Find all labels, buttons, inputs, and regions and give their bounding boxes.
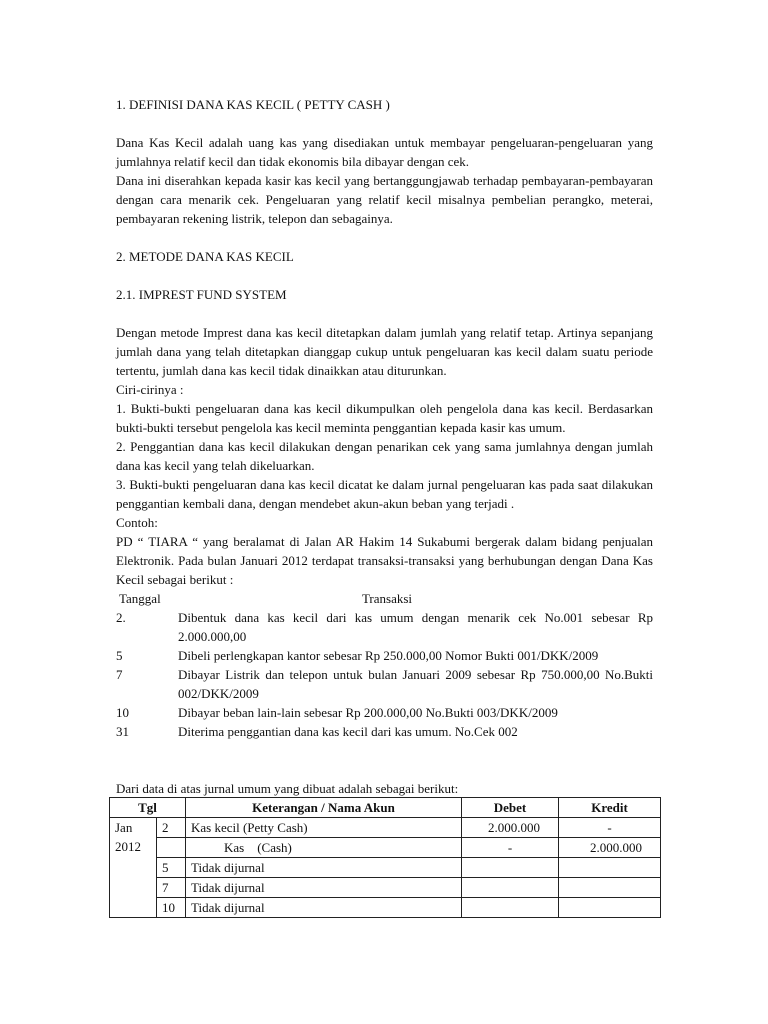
ciri-item-2: 2. Penggantian dana kas kecil dilakukan dengan penarikan cek yang sama jumlahnya dengan jumlah dana kas kecil yang telah dikeluarkan.	[116, 439, 653, 473]
jurnal-keterangan: Tidak dijurnal	[186, 878, 462, 898]
section-1-title: 1. DEFINISI DANA KAS KECIL ( PETTY CASH )	[116, 97, 390, 112]
table-row	[110, 818, 661, 838]
jurnal-table	[109, 797, 661, 918]
section-1-para-1: Dana Kas Kecil adalah uang kas yang disediakan untuk membayar pengeluaran-pengeluaran yang jumlahnya relatif kecil dan tidak ekonomis bila dibayar dengan cek.	[116, 135, 653, 169]
transaksi-text: Dibayar Listrik dan telepon untuk bulan Januari 2009 sebesar Rp 750.000,00 No.Bukti 002/DKK/2009	[178, 667, 653, 701]
transaksi-date: 31	[116, 724, 129, 739]
jurnal-keterangan: Kas (Cash)	[186, 838, 462, 858]
jurnal-month: Jan	[115, 820, 133, 835]
section-1-para-2: Dana ini diserahkan kepada kasir kas kecil yang bertanggungjawab terhadap pembayaran-pembayaran dengan cara menarik cek. Pengeluaran yang relatif kecil misalnya pembelian perangko, meterai, pembayaran rekening listrik, telepon dan sebagainya.	[116, 173, 653, 226]
document-body	[116, 95, 653, 741]
jurnal-day: 7	[157, 878, 186, 898]
transaksi-header	[116, 589, 653, 608]
transaksi-date: 2.	[116, 610, 126, 625]
jurnal-debet	[462, 858, 559, 878]
jurnal-header-tgl: Tgl	[110, 798, 186, 818]
transaksi-date: 10	[116, 705, 129, 720]
jurnal-debet: -	[462, 838, 559, 858]
transaksi-row	[116, 703, 653, 722]
jurnal-debet: 2.000.000	[462, 818, 559, 838]
table-row	[110, 858, 661, 878]
jurnal-kredit	[559, 878, 661, 898]
transaksi-row	[116, 665, 653, 703]
jurnal-year: 2012	[115, 839, 141, 854]
jurnal-day: 10	[157, 898, 186, 918]
ciri-item-1: 1. Bukti-bukti pengeluaran dana kas kecil dikumpulkan oleh pengelola dana kas kecil. Berdasarkan bukti-bukti tersebut pengelola kas kecil meminta penggantian kepada kasir kas umum.	[116, 401, 653, 435]
jurnal-intro: Dari data di atas jurnal umum yang dibuat adalah sebagai berikut:	[116, 781, 459, 796]
jurnal-header-debet: Debet	[462, 798, 559, 818]
jurnal-day	[157, 838, 186, 858]
jurnal-date-cell	[110, 818, 157, 918]
section-2-title: 2. METODE DANA KAS KECIL	[116, 249, 294, 264]
transaksi-header-tanggal: Tanggal	[119, 591, 161, 606]
transaksi-text: Dibentuk dana kas kecil dari kas umum dengan menarik cek No.001 sebesar Rp 2.000.000,00	[178, 610, 653, 644]
jurnal-keterangan: Tidak dijurnal	[186, 858, 462, 878]
contoh-label: Contoh:	[116, 515, 158, 530]
jurnal-header-row	[110, 798, 661, 818]
transaksi-header-transaksi: Transaksi	[361, 591, 413, 606]
jurnal-kredit: -	[559, 818, 661, 838]
jurnal-header-kredit: Kredit	[559, 798, 661, 818]
section-2-1-title: 2.1. IMPREST FUND SYSTEM	[116, 287, 287, 302]
jurnal-kredit: 2.000.000	[559, 838, 661, 858]
table-row	[110, 838, 661, 858]
transaksi-text: Dibayar beban lain-lain sebesar Rp 200.000,00 No.Bukti 003/DKK/2009	[178, 705, 558, 720]
ciri-label: Ciri-cirinya :	[116, 382, 184, 397]
table-row	[110, 898, 661, 918]
transaksi-date: 5	[116, 648, 123, 663]
section-2-para-1: Dengan metode Imprest dana kas kecil ditetapkan dalam jumlah yang relatif tetap. Artinya sepanjang jumlah dana yang telah ditetapkan dianggap cukup untuk pengeluaran kas kecil dalam suatu periode tertentu, jumlah dana kas kecil tidak dinaikkan atau diturunkan.	[116, 325, 653, 378]
jurnal-header-keterangan: Keterangan / Nama Akun	[186, 798, 462, 818]
transaksi-text: Diterima penggantian dana kas kecil dari kas umum. No.Cek 002	[178, 724, 518, 739]
transaksi-date: 7	[116, 667, 123, 682]
jurnal-keterangan: Tidak dijurnal	[186, 898, 462, 918]
ciri-item-3: 3. Bukti-bukti pengeluaran dana kas kecil dicatat ke dalam jurnal pengeluaran kas pada saat dilakukan penggantian kembali dana, dengan mendebet akun-akun beban yang terjadi .	[116, 477, 653, 511]
transaksi-row	[116, 722, 653, 741]
jurnal-debet	[462, 898, 559, 918]
jurnal-kredit	[559, 858, 661, 878]
transaksi-row	[116, 646, 653, 665]
transaksi-text: Dibeli perlengkapan kantor sebesar Rp 250.000,00 Nomor Bukti 001/DKK/2009	[178, 648, 599, 663]
jurnal-day: 2	[157, 818, 186, 838]
jurnal-keterangan: Kas kecil (Petty Cash)	[186, 818, 462, 838]
table-row	[110, 878, 661, 898]
transaksi-row	[116, 608, 653, 646]
jurnal-day: 5	[157, 858, 186, 878]
contoh-para: PD “ TIARA “ yang beralamat di Jalan AR Hakim 14 Sukabumi bergerak dalam bidang penjualan Elektronik. Pada bulan Januari 2012 terdapat transaksi-transaksi yang berhubungan dengan Dana Kas Kecil sebagai berikut :	[116, 534, 653, 587]
jurnal-kredit	[559, 898, 661, 918]
jurnal-debet	[462, 878, 559, 898]
